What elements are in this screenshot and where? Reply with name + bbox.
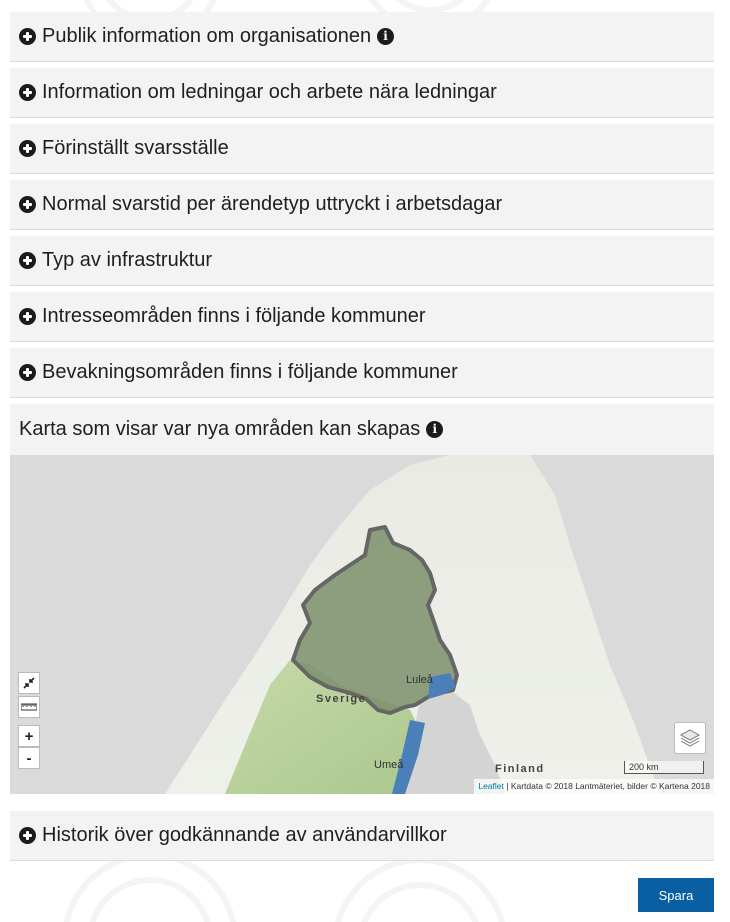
collapse-arrows-icon [23, 677, 35, 689]
panel-response-time[interactable] [10, 180, 714, 230]
panel-default-response[interactable] [10, 124, 714, 174]
map-label-sverige: Sverige [316, 693, 367, 705]
measure-button[interactable] [18, 696, 40, 718]
panel-title: Historik över godkännande av användarvillkor [42, 824, 447, 846]
plus-circle-icon [19, 196, 36, 213]
map-attribution [474, 779, 714, 794]
plus-circle-icon [19, 28, 36, 45]
plus-circle-icon [19, 252, 36, 269]
map-label-lulea: Luleå [406, 674, 433, 686]
panel-public-info[interactable] [10, 12, 714, 62]
panel-monitoring-areas[interactable] [10, 348, 714, 398]
plus-circle-icon [19, 827, 36, 844]
plus-circle-icon [19, 364, 36, 381]
panel-title: Information om ledningar och arbete nära ledningar [42, 81, 497, 103]
map-tiles [10, 455, 714, 794]
map[interactable] [10, 455, 714, 794]
zoom-out-button[interactable]: - [18, 747, 40, 769]
map-title: Karta som visar var nya områden kan skapas [19, 418, 421, 440]
zoom-in-button[interactable]: + [18, 725, 40, 747]
panel-terms-history[interactable] [10, 811, 714, 861]
panel-interest-areas[interactable] [10, 292, 714, 342]
panel-title: Typ av infrastruktur [42, 249, 213, 271]
info-circle-icon[interactable]: i [426, 421, 443, 438]
map-label-umea: Umeå [374, 759, 404, 771]
plus-circle-icon [19, 140, 36, 157]
panel-title: Normal svarstid per ärendetyp uttryckt i arbetsdagar [42, 193, 503, 215]
map-scale: 200 km [624, 761, 704, 774]
info-circle-icon[interactable]: i [377, 28, 394, 45]
attribution-text: | Kartdata © 2018 Lantmäteriet, bilder © Kartena 2018 [506, 781, 710, 791]
map-label-finland: Finland [495, 763, 545, 775]
panel-title: Intresseområden finns i följande kommuner [42, 305, 426, 327]
map-header [10, 404, 714, 455]
accordion-list [10, 12, 714, 398]
ruler-icon [21, 703, 37, 711]
plus-circle-icon [19, 308, 36, 325]
leaflet-link[interactable]: Leaflet [478, 781, 504, 791]
plus-circle-icon [19, 84, 36, 101]
save-button[interactable]: Spara [638, 878, 714, 912]
form-container [10, 12, 714, 867]
panel-title: Förinställt svarsställe [42, 137, 229, 159]
fullscreen-button[interactable] [18, 672, 40, 694]
panel-title: Publik information om organisationen [42, 25, 372, 47]
map-panel [10, 404, 714, 794]
panel-infrastructure-type[interactable] [10, 236, 714, 286]
layers-icon [679, 728, 701, 748]
layers-button[interactable] [674, 722, 706, 754]
panel-lines-info[interactable] [10, 68, 714, 118]
panel-title: Bevakningsområden finns i följande kommuner [42, 361, 458, 383]
